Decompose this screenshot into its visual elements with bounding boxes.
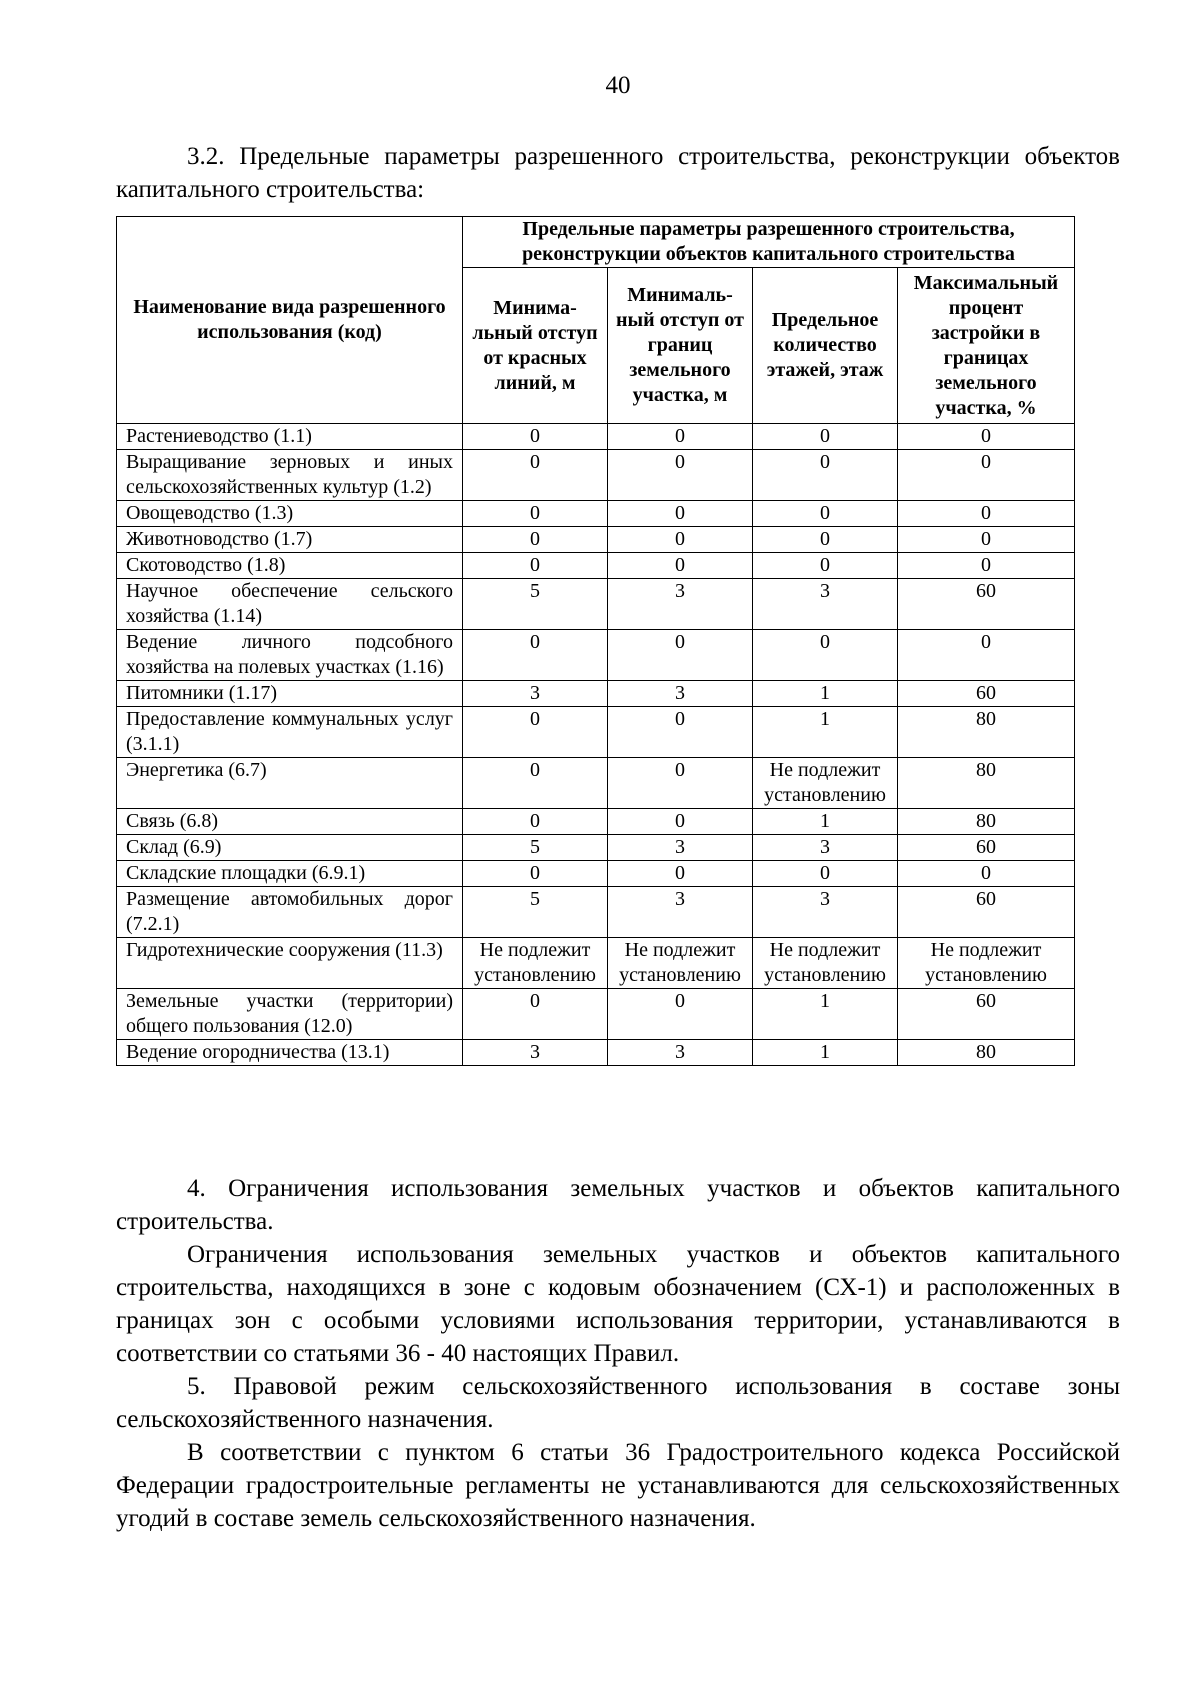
row-value: 3 — [608, 1040, 753, 1066]
row-value: 1 — [753, 989, 898, 1040]
row-value: 0 — [898, 630, 1075, 681]
table-row — [117, 1040, 1075, 1066]
row-value: 5 — [463, 835, 608, 861]
row-value: 60 — [898, 887, 1075, 938]
row-value: 80 — [898, 758, 1075, 809]
row-value: 0 — [608, 527, 753, 553]
row-name: Растениеводство (1.1) — [117, 424, 463, 450]
row-value: 3 — [608, 681, 753, 707]
table-row — [117, 450, 1075, 501]
table-row — [117, 630, 1075, 681]
row-value: 3 — [608, 887, 753, 938]
row-value: 1 — [753, 1040, 898, 1066]
row-value: 60 — [898, 579, 1075, 630]
row-value: 0 — [753, 450, 898, 501]
row-value: 0 — [463, 553, 608, 579]
row-value: 0 — [463, 989, 608, 1040]
paragraph-5-heading: 5. Правовой режим сельскохозяйственного использования в составе зоны сельскохозяйственного назначения. — [116, 1373, 1120, 1433]
table-row — [117, 758, 1075, 809]
row-value: 0 — [608, 707, 753, 758]
row-name: Ведение личного подсобного хозяйства на полевых участках (1.16) — [117, 630, 463, 681]
row-value: 0 — [898, 501, 1075, 527]
row-value: 0 — [463, 501, 608, 527]
row-value: 0 — [608, 501, 753, 527]
row-value: Не подлежит установлению — [753, 938, 898, 989]
table-row — [117, 527, 1075, 553]
row-value: 0 — [753, 861, 898, 887]
row-value: 5 — [463, 579, 608, 630]
row-value: 0 — [608, 861, 753, 887]
row-value: 0 — [898, 424, 1075, 450]
row-value: 0 — [608, 630, 753, 681]
table-row — [117, 681, 1075, 707]
row-value: 0 — [753, 553, 898, 579]
row-value: 0 — [898, 450, 1075, 501]
header-col-boundaries: Минималь-ный отступ от границ земельного участка, м — [608, 268, 753, 424]
row-value: 60 — [898, 989, 1075, 1040]
row-value: 1 — [753, 681, 898, 707]
row-name: Складские площадки (6.9.1) — [117, 861, 463, 887]
row-value: 0 — [608, 553, 753, 579]
table-row — [117, 553, 1075, 579]
header-name: Наименование вида разрешенного использования (код) — [117, 217, 463, 424]
row-value: Не подлежит установлению — [608, 938, 753, 989]
row-value: 60 — [898, 681, 1075, 707]
row-value: 3 — [608, 579, 753, 630]
section-intro: 3.2. Предельные параметры разрешенного строительства, реконструкции объектов капитального строительства: — [116, 143, 1120, 203]
row-value: 0 — [898, 861, 1075, 887]
row-name: Выращивание зерновых и иных сельскохозяйственных культур (1.2) — [117, 450, 463, 501]
row-value: 3 — [463, 681, 608, 707]
row-value: 0 — [753, 527, 898, 553]
table-row — [117, 809, 1075, 835]
row-name: Животноводство (1.7) — [117, 527, 463, 553]
paragraph-4-text: Ограничения использования земельных участков и объектов капитального строительства, находящихся в зоне с кодовым обозначением (СХ-1) и расположенных в границах зон с особыми условиями использования территории, устанавливаются в соответствии со статьями 36 - 40 настоящих Правил. — [116, 1241, 1120, 1367]
row-value: 0 — [898, 553, 1075, 579]
row-value: 1 — [753, 707, 898, 758]
row-value: 60 — [898, 835, 1075, 861]
row-value: 0 — [753, 501, 898, 527]
row-value: 0 — [463, 630, 608, 681]
row-value: 0 — [463, 707, 608, 758]
row-name: Энергетика (6.7) — [117, 758, 463, 809]
table-body — [117, 424, 1075, 1066]
row-value: 3 — [753, 579, 898, 630]
row-value: 0 — [463, 424, 608, 450]
row-value: 0 — [463, 861, 608, 887]
row-value: 3 — [753, 835, 898, 861]
row-value: 3 — [608, 835, 753, 861]
row-value: 0 — [463, 527, 608, 553]
row-value: 0 — [753, 630, 898, 681]
row-value: 80 — [898, 809, 1075, 835]
table-row — [117, 835, 1075, 861]
table-row — [117, 887, 1075, 938]
table-row — [117, 501, 1075, 527]
header-group: Предельные параметры разрешенного строительства, реконструкции объектов капитального строительства — [463, 217, 1075, 268]
row-name: Предоставление коммунальных услуг (3.1.1) — [117, 707, 463, 758]
header-col-red-lines: Минима-льный отступ от красных линий, м — [463, 268, 608, 424]
page-number: 40 — [605, 72, 631, 99]
row-name: Гидротехнические сооружения (11.3) — [117, 938, 463, 989]
row-value: 0 — [753, 424, 898, 450]
row-value: 0 — [463, 809, 608, 835]
table-row — [117, 938, 1075, 989]
table-row — [117, 707, 1075, 758]
table-row — [117, 989, 1075, 1040]
table-row — [117, 579, 1075, 630]
row-value: 0 — [608, 809, 753, 835]
row-value: 3 — [753, 887, 898, 938]
row-value: 0 — [608, 989, 753, 1040]
paragraph-5-text: В соответствии с пунктом 6 статьи 36 Градостроительного кодекса Российской Федерации градостроительные регламенты не устанавливаются для сельскохозяйственных угодий в составе земель сельскохозяйственного назначения. — [116, 1439, 1120, 1532]
table-row — [117, 861, 1075, 887]
row-value: 5 — [463, 887, 608, 938]
parameters-table — [116, 216, 1075, 1066]
row-name: Размещение автомобильных дорог (7.2.1) — [117, 887, 463, 938]
row-value: 80 — [898, 1040, 1075, 1066]
body-text — [116, 1172, 1120, 1535]
row-name: Питомники (1.17) — [117, 681, 463, 707]
row-value: Не подлежит установлению — [753, 758, 898, 809]
row-value: 1 — [753, 809, 898, 835]
table-row — [117, 424, 1075, 450]
row-value: 0 — [608, 424, 753, 450]
row-name: Земельные участки (территории) общего пользования (12.0) — [117, 989, 463, 1040]
row-value: Не подлежит установлению — [898, 938, 1075, 989]
paragraph-4-heading: 4. Ограничения использования земельных участков и объектов капитального строительства. — [116, 1175, 1120, 1235]
row-value: 0 — [463, 758, 608, 809]
row-value: 0 — [898, 527, 1075, 553]
row-value: 0 — [608, 758, 753, 809]
header-col-coverage: Максимальный процент застройки в границах земельного участка, % — [898, 268, 1075, 424]
row-value: 80 — [898, 707, 1075, 758]
row-name: Овощеводство (1.3) — [117, 501, 463, 527]
row-value: 0 — [608, 450, 753, 501]
row-name: Скотоводство (1.8) — [117, 553, 463, 579]
row-name: Научное обеспечение сельского хозяйства (1.14) — [117, 579, 463, 630]
row-name: Ведение огородничества (13.1) — [117, 1040, 463, 1066]
header-col-floors: Предельное количество этажей, этаж — [753, 268, 898, 424]
row-name: Связь (6.8) — [117, 809, 463, 835]
row-value: 3 — [463, 1040, 608, 1066]
row-name: Склад (6.9) — [117, 835, 463, 861]
row-value: Не подлежит установлению — [463, 938, 608, 989]
row-value: 0 — [463, 450, 608, 501]
